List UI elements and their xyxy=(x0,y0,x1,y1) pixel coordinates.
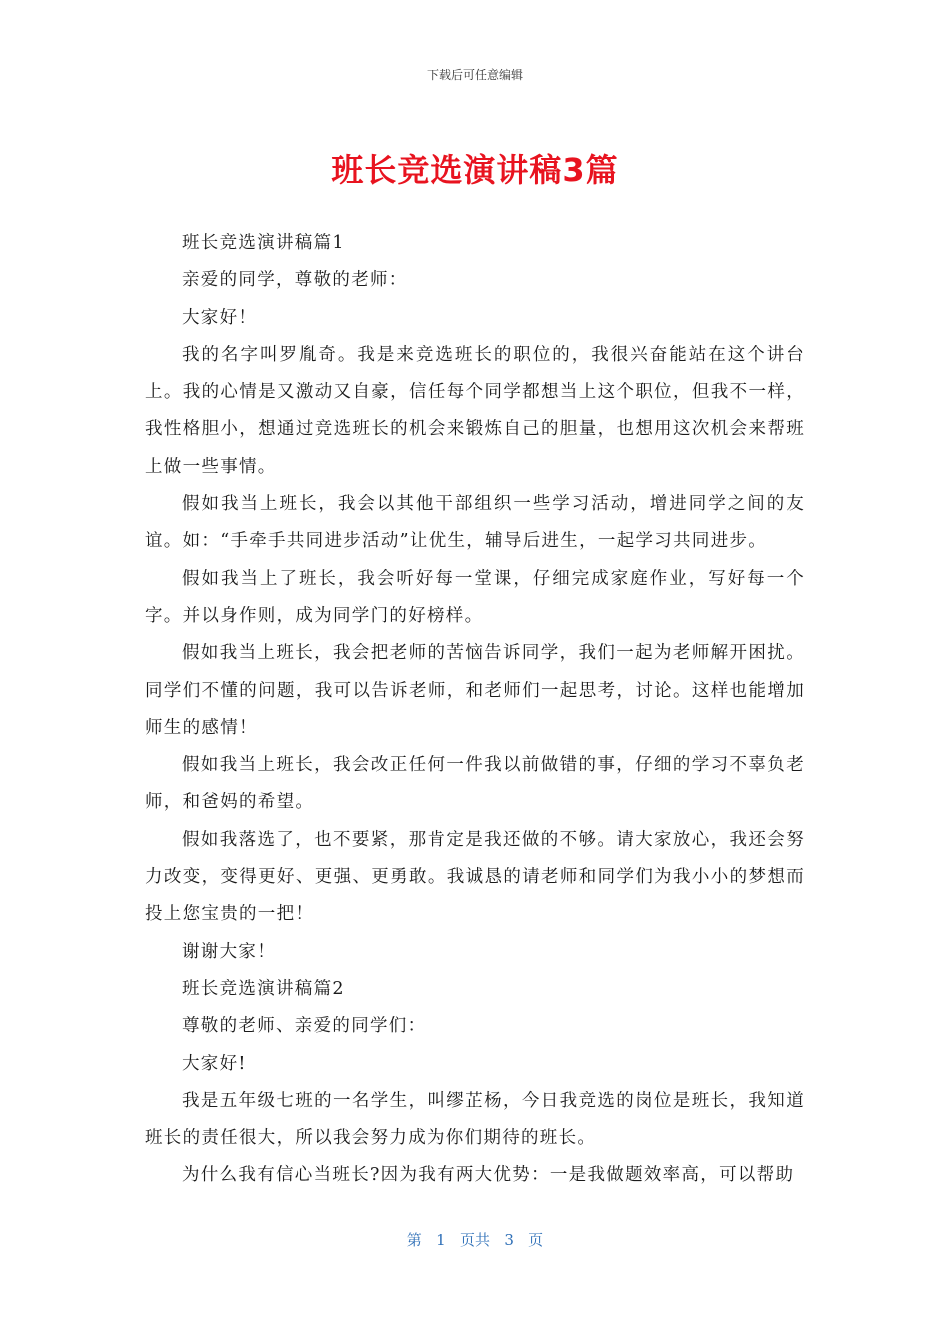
header-note: 下载后可任意编辑 xyxy=(426,68,523,82)
total-pages: 3 xyxy=(504,1231,514,1249)
paragraph: 为什么我有信心当班长?因为我有两大优势：一是我做题效率高，可以帮助 xyxy=(182,1165,795,1186)
document-title: 班长竞选演讲稿3篇 xyxy=(331,151,619,189)
paragraph: 我是五年级七班的一名学生，叫缪芷杨，今日我竞选的岗位是班长，我知道班长的责任很大，所以我会努力成为你们期待的班长。 xyxy=(145,1090,805,1149)
section-heading: 班长竞选演讲稿篇2 xyxy=(182,978,345,999)
footer-prefix: 第 xyxy=(406,1231,422,1249)
paragraph: 我的名字叫罗胤奇。我是来竞选班长的职位的，我很兴奋能站在这个讲台上。我的心情是又激动又自豪，信任每个同学都想当上这个职位，但我不一样，我性格胆小，想通过竞选班长的机会来锻炼自己的胆量，也想用这次机会来帮班上做一些事情。 xyxy=(145,344,805,477)
closing: 谢谢大家！ xyxy=(182,941,276,962)
greeting: 大家好! xyxy=(182,1053,247,1074)
paragraph: 假如我当上班长，我会把老师的苦恼告诉同学，我们一起为老师解开困扰。同学们不懂的问题，我可以告诉老师，和老师们一起思考，讨论。这样也能增加师生的感情！ xyxy=(145,643,805,738)
document-body xyxy=(145,225,805,1195)
greeting: 亲爱的同学，尊敬的老师： xyxy=(182,270,408,291)
paragraph: 假如我当上班长，我会以其他干部组织一些学习活动，增进同学之间的友谊。如：“手牵手共同进步活动”让优生，辅导后进生，一起学习共同进步。 xyxy=(145,494,805,552)
paragraph: 假如我当上了班长，我会听好每一堂课，仔细完成家庭作业，写好每一个字。并以身作则，成为同学门的好榜样。 xyxy=(145,568,805,626)
paragraph: 假如我当上班长，我会改正任何一件我以前做错的事，仔细的学习不辜负老师，和爸妈的希望。 xyxy=(145,755,805,813)
footer-middle: 页共 xyxy=(459,1231,490,1249)
greeting: 尊敬的老师、亲爱的同学们： xyxy=(182,1016,427,1037)
footer-suffix: 页 xyxy=(528,1231,544,1249)
paragraph: 假如我落选了，也不要紧，那肯定是我还做的不够。请大家放心，我还会努力改变，变得更好、更强、更勇敢。我诚恳的请老师和同学们为我小小的梦想而投上您宝贵的一把！ xyxy=(145,829,805,925)
greeting: 大家好！ xyxy=(182,307,258,328)
page-footer xyxy=(0,1229,950,1250)
page-number: 1 xyxy=(436,1231,446,1249)
section-heading: 班长竞选演讲稿篇1 xyxy=(182,233,345,253)
